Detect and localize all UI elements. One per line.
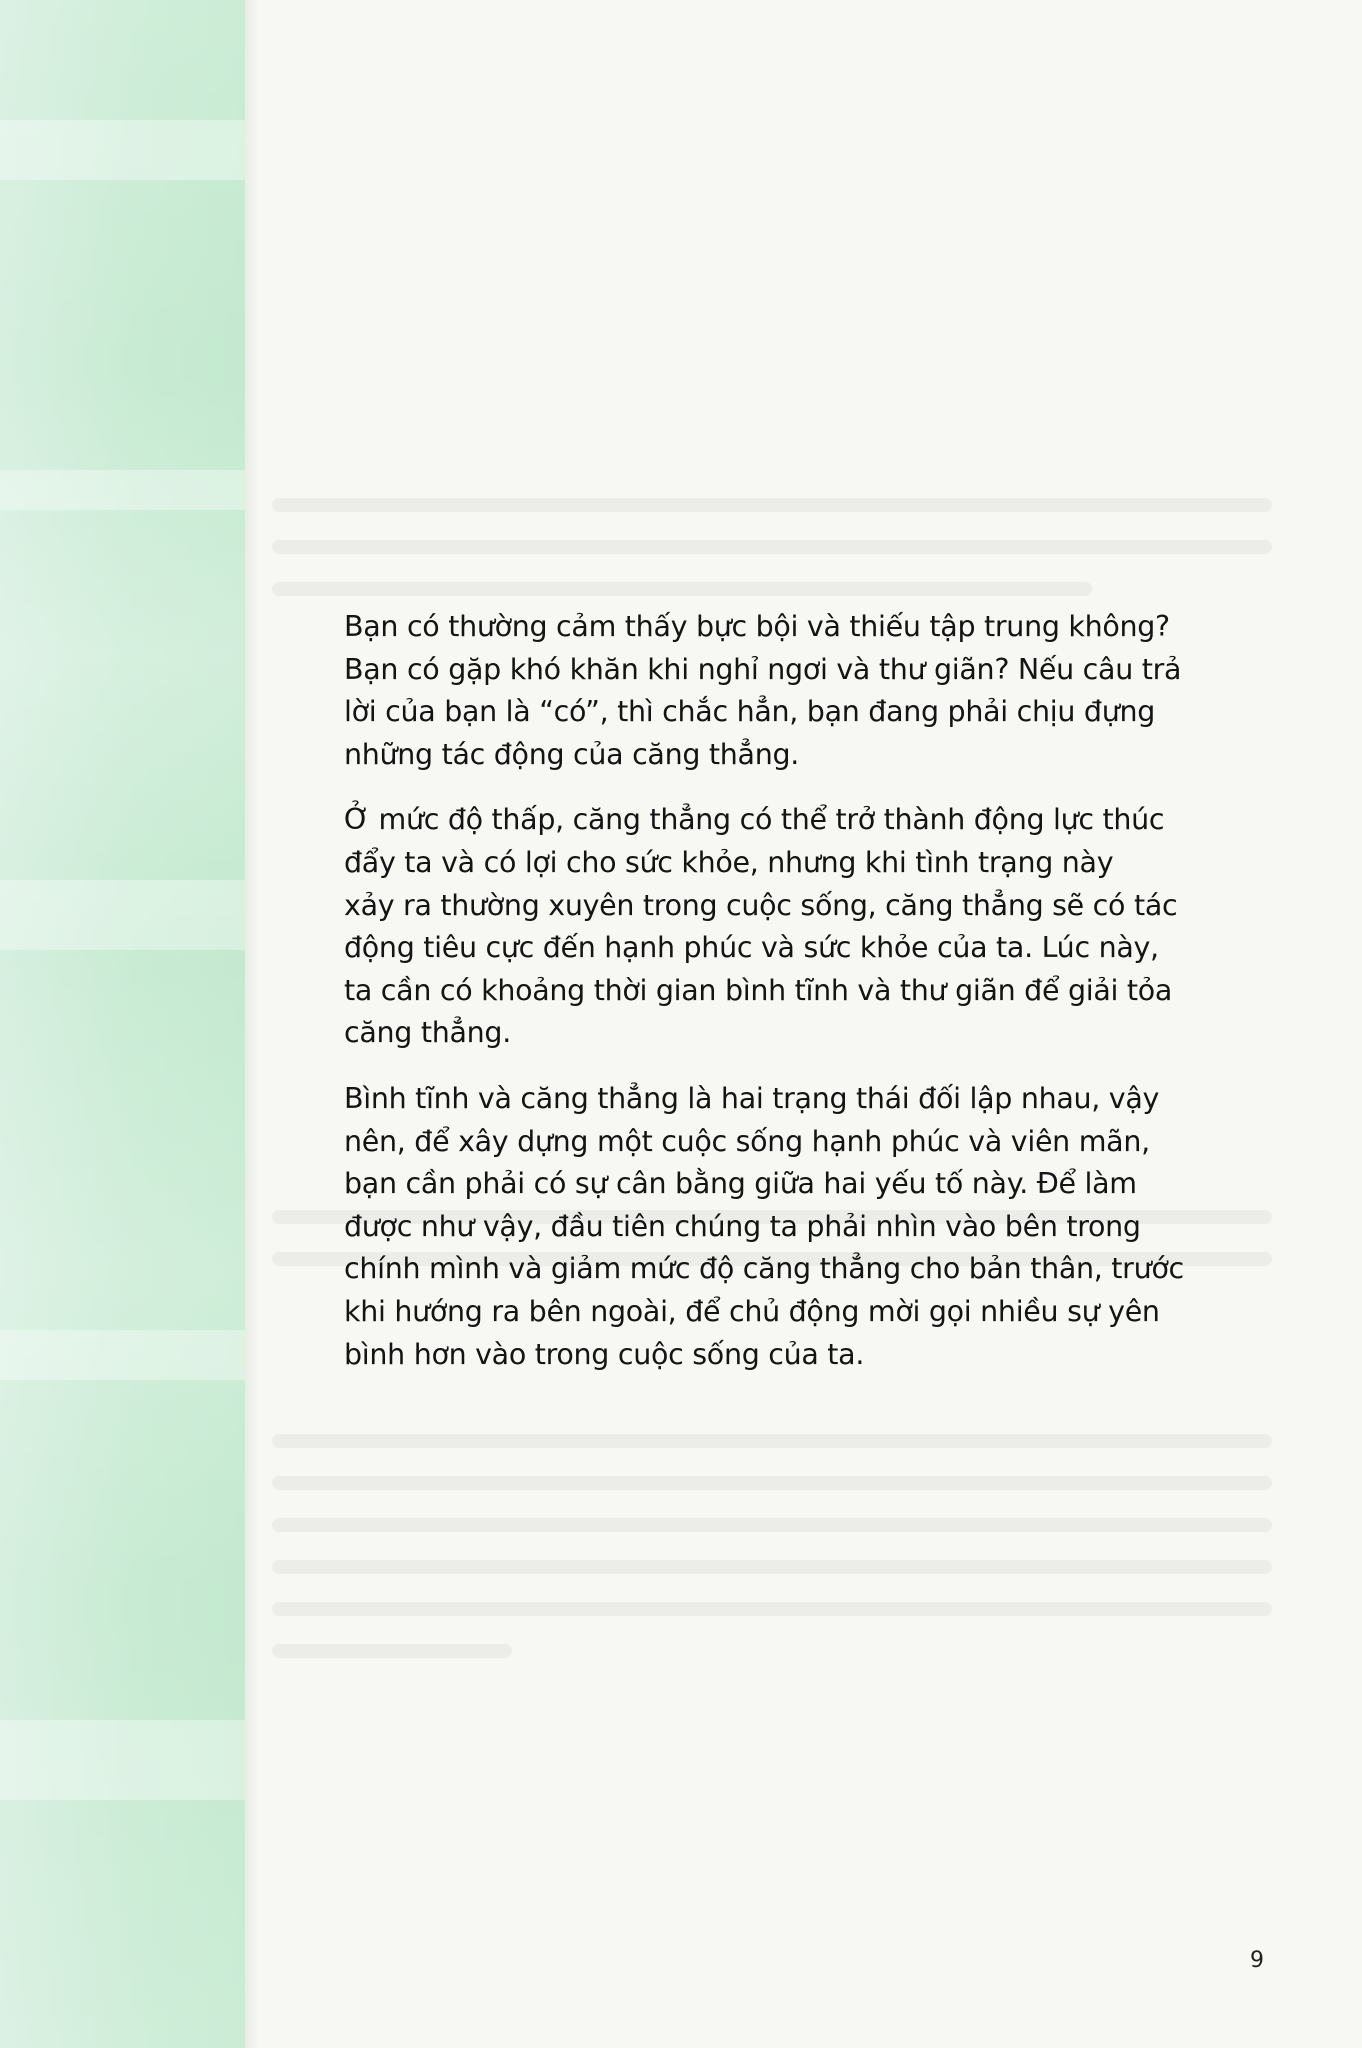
body-text <box>344 606 1268 1376</box>
paragraph-1: Bạn có thường cảm thấy bực bội và thiếu tập trung không? Bạn có gặp khó khăn khi nghỉ ngơi và thư giãn? Nếu câu trả lời của bạn là “có”, thì chắc hẳn, bạn đang phải chịu đựng những tác động của căng thẳng. <box>344 610 1182 771</box>
green-watercolor-band <box>0 0 245 2048</box>
paragraph-3: Bình tĩnh và căng thẳng là hai trạng thái đối lập nhau, vậy nên, để xây dựng một cuộc sống hạnh phúc và viên mãn, bạn cần phải có sự cân bằng giữa hai yếu tố này. Để làm được như vậy, đầu tiên chúng ta phải nhìn vào bên trong chính mình và giảm mức độ căng thẳng cho bản thân, trước khi hướng ra bên ngoài, để chủ động mời gọi nhiều sự yên bình hơn vào trong cuộc sống của ta. <box>344 1081 1184 1371</box>
page-number: 9 <box>1250 1948 1264 1973</box>
page-gutter-shadow <box>245 0 259 2048</box>
paragraph-2: Ở mức độ thấp, căng thẳng có thể trở thành động lực thúc đẩy ta và có lợi cho sức khỏe, nhưng khi tình trạng này xảy ra thường xuyên trong cuộc sống, căng thẳng sẽ có tác động tiêu cực đến hạnh phúc và sức khỏe của ta. Lúc này, ta cần có khoảng thời gian bình tĩnh và thư giãn để giải tỏa căng thẳng. <box>344 803 1178 1050</box>
